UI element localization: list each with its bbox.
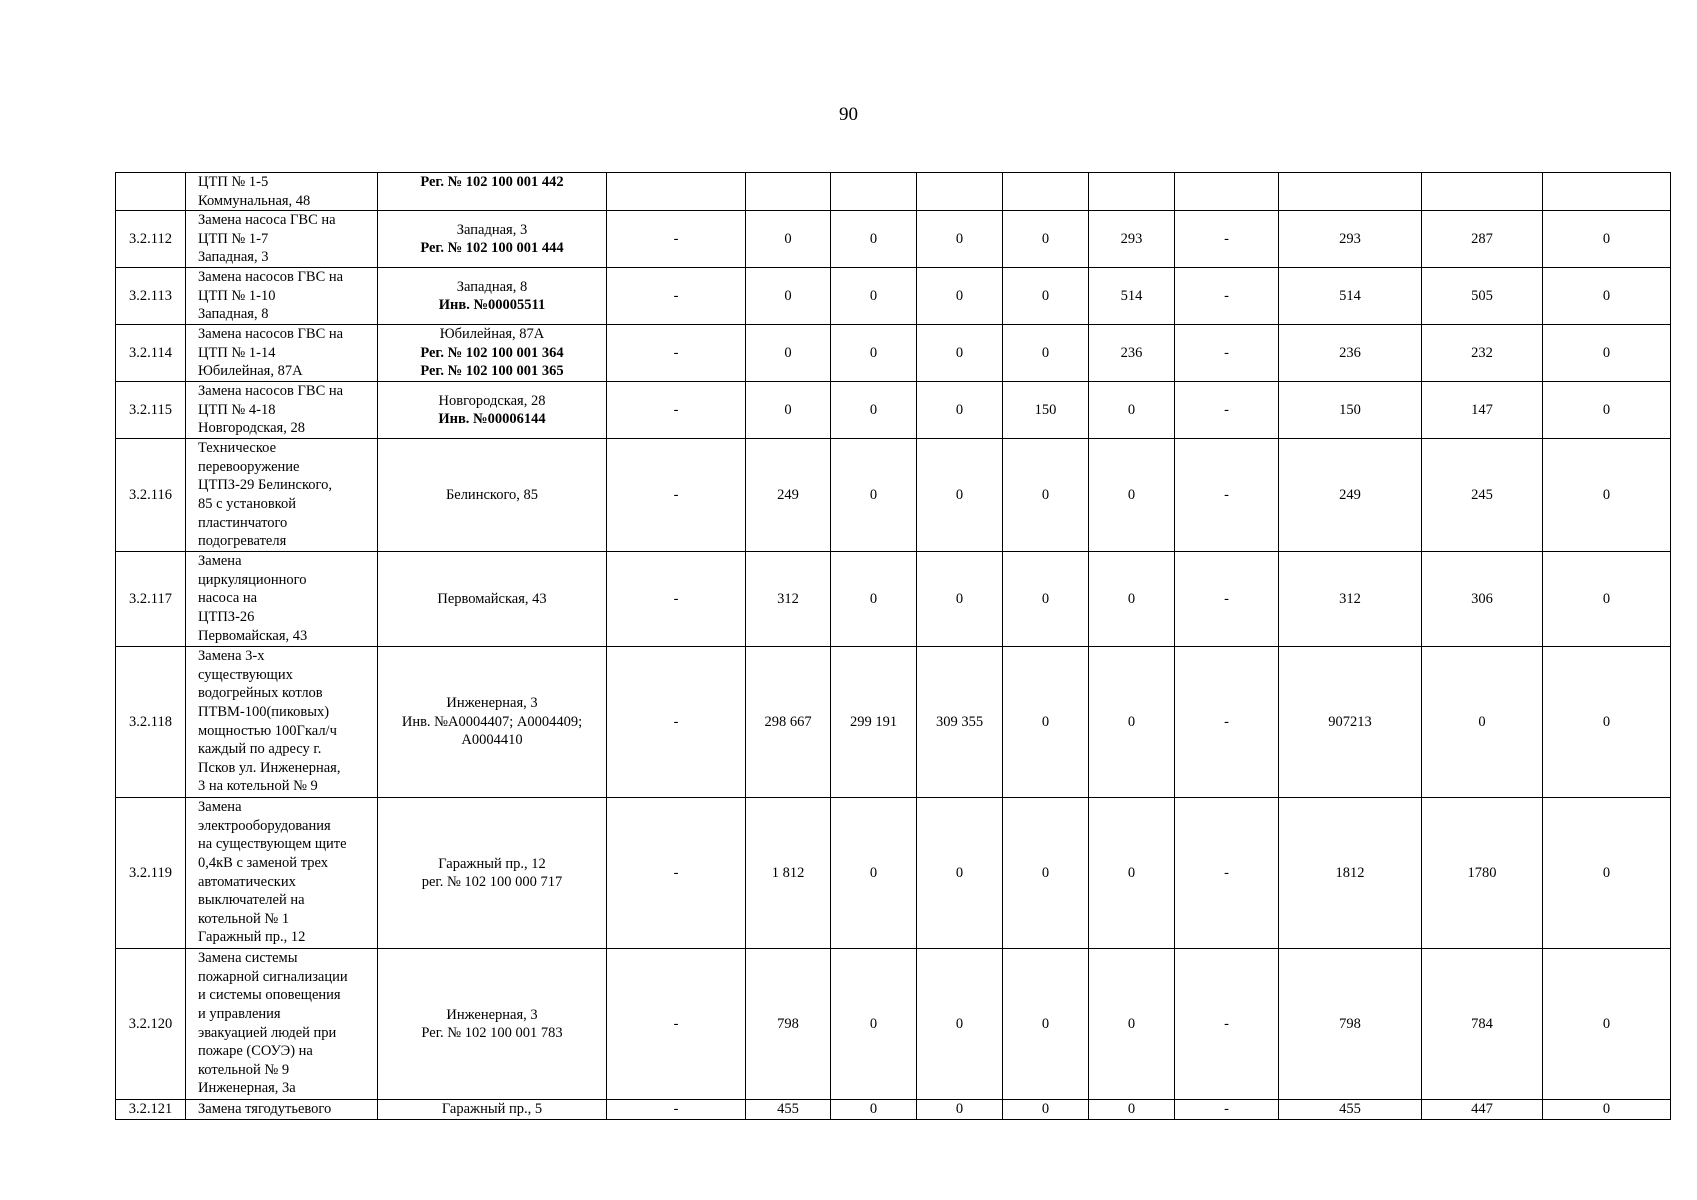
value-cell: 236 (1279, 325, 1422, 382)
item-description: Техническое перевооружение ЦТПЗ-29 Белинского, 85 с установкой пластинчатого подогревателя (186, 439, 378, 552)
value-cell: - (607, 382, 746, 439)
item-number: 3.2.115 (116, 382, 186, 439)
item-address (378, 647, 607, 798)
value-cell: 0 (1543, 949, 1671, 1100)
value-cell (917, 173, 1003, 211)
address-line: Рег. № 102 100 001 364 (420, 344, 564, 361)
value-cell: 309 355 (917, 647, 1003, 798)
value-cell: 1 812 (746, 798, 831, 949)
item-number: 3.2.118 (116, 647, 186, 798)
value-cell: 249 (1279, 439, 1422, 552)
item-number (116, 173, 186, 211)
table-row (116, 1100, 1671, 1120)
value-cell: 0 (1089, 647, 1175, 798)
table-row (116, 949, 1671, 1100)
value-cell: 0 (746, 325, 831, 382)
table-row (116, 325, 1671, 382)
value-cell: 236 (1089, 325, 1175, 382)
item-address (378, 1100, 607, 1120)
value-cell: 0 (746, 268, 831, 325)
value-cell: 0 (1003, 647, 1089, 798)
item-number: 3.2.113 (116, 268, 186, 325)
value-cell: 150 (1279, 382, 1422, 439)
value-cell: 0 (917, 798, 1003, 949)
value-cell: 245 (1422, 439, 1543, 552)
value-cell: 0 (746, 382, 831, 439)
value-cell: 0 (917, 325, 1003, 382)
value-cell: 0 (917, 211, 1003, 268)
table-row (116, 798, 1671, 949)
value-cell: - (1175, 647, 1279, 798)
address-line: Инв. №00005511 (438, 297, 546, 314)
value-cell: 1812 (1279, 798, 1422, 949)
value-cell: 249 (746, 439, 831, 552)
item-address (378, 211, 607, 268)
item-address (378, 382, 607, 439)
value-cell: 0 (1089, 798, 1175, 949)
item-address (378, 173, 607, 211)
value-cell: 784 (1422, 949, 1543, 1100)
value-cell: - (607, 552, 746, 647)
value-cell: 0 (1543, 647, 1671, 798)
page-number: 90 (839, 104, 858, 125)
value-cell: - (1175, 798, 1279, 949)
address-line: Инженерная, 3 (446, 695, 538, 712)
value-cell: 232 (1422, 325, 1543, 382)
value-cell: 312 (746, 552, 831, 647)
value-cell: 298 667 (746, 647, 831, 798)
address-line: Рег. № 102 100 001 783 (421, 1025, 563, 1042)
value-cell: 0 (1089, 439, 1175, 552)
table-row (116, 173, 1671, 211)
value-cell: 0 (1543, 439, 1671, 552)
address-line: Западная, 8 (456, 278, 528, 295)
value-cell: - (607, 647, 746, 798)
value-cell (831, 173, 917, 211)
value-cell: 0 (1003, 439, 1089, 552)
address-line: рег. № 102 100 000 717 (421, 874, 563, 891)
item-description: Замена насосов ГВС на ЦТП № 4-18 Новгородская, 28 (186, 382, 378, 439)
address-line: Инв. №А0004407; А0004409; (401, 713, 583, 730)
table-row (116, 647, 1671, 798)
address-line: Новгородская, 28 (438, 392, 546, 409)
item-number: 3.2.120 (116, 949, 186, 1100)
value-cell: 0 (831, 268, 917, 325)
address-line: Инженерная, 3 (446, 1006, 538, 1023)
value-cell: 0 (917, 552, 1003, 647)
address-line: Рег. № 102 100 001 444 (420, 240, 564, 257)
table-row (116, 382, 1671, 439)
value-cell: 0 (1422, 647, 1543, 798)
value-cell: 0 (917, 268, 1003, 325)
item-description: Замена насосов ГВС на ЦТП № 1-10 Западная, 8 (186, 268, 378, 325)
item-description: ЦТП № 1-5 Коммунальная, 48 (186, 173, 378, 211)
address-line: Первомайская, 43 (437, 590, 547, 607)
value-cell: - (1175, 1100, 1279, 1120)
value-cell: 0 (1089, 1100, 1175, 1120)
value-cell: - (607, 325, 746, 382)
value-cell: - (607, 949, 746, 1100)
value-cell: - (607, 1100, 746, 1120)
item-address (378, 552, 607, 647)
item-number: 3.2.117 (116, 552, 186, 647)
value-cell: 299 191 (831, 647, 917, 798)
item-description: Замена тягодутьевого (186, 1100, 378, 1120)
value-cell: 0 (1089, 949, 1175, 1100)
value-cell (1543, 173, 1671, 211)
item-number: 3.2.112 (116, 211, 186, 268)
value-cell: 0 (1003, 325, 1089, 382)
item-description: Замена насоса ГВС на ЦТП № 1-7 Западная, 3 (186, 211, 378, 268)
value-cell: 798 (1279, 949, 1422, 1100)
value-cell: 0 (1003, 798, 1089, 949)
value-cell: 0 (746, 211, 831, 268)
value-cell: 0 (1543, 552, 1671, 647)
value-cell (1422, 173, 1543, 211)
value-cell: 0 (1003, 1100, 1089, 1120)
value-cell: 0 (1543, 382, 1671, 439)
value-cell: 0 (831, 552, 917, 647)
value-cell: 0 (1003, 552, 1089, 647)
item-number: 3.2.116 (116, 439, 186, 552)
value-cell (1279, 173, 1422, 211)
value-cell: 306 (1422, 552, 1543, 647)
address-line: Гаражный пр., 12 (438, 855, 546, 872)
value-cell: 0 (831, 325, 917, 382)
value-cell: - (607, 798, 746, 949)
value-cell: 798 (746, 949, 831, 1100)
value-cell: 0 (1003, 949, 1089, 1100)
value-cell: 0 (917, 382, 1003, 439)
item-address (378, 439, 607, 552)
address-line: Западная, 3 (456, 221, 528, 238)
value-cell: 312 (1279, 552, 1422, 647)
address-line: Белинского, 85 (445, 486, 539, 503)
value-cell: 514 (1089, 268, 1175, 325)
value-cell (1089, 173, 1175, 211)
value-cell (1175, 173, 1279, 211)
item-address (378, 268, 607, 325)
value-cell: 287 (1422, 211, 1543, 268)
address-line: Юбилейная, 87А (439, 326, 545, 343)
item-description: Замена насосов ГВС на ЦТП № 1-14 Юбилейная, 87А (186, 325, 378, 382)
value-cell: 0 (831, 439, 917, 552)
value-cell: 0 (917, 439, 1003, 552)
value-cell: - (607, 211, 746, 268)
value-cell: 150 (1003, 382, 1089, 439)
value-cell: 0 (1543, 268, 1671, 325)
value-cell: 0 (917, 949, 1003, 1100)
value-cell: 0 (831, 382, 917, 439)
table-row (116, 268, 1671, 325)
value-cell: 147 (1422, 382, 1543, 439)
value-cell: 0 (1003, 211, 1089, 268)
value-cell: - (1175, 382, 1279, 439)
value-cell: 455 (746, 1100, 831, 1120)
value-cell: 293 (1279, 211, 1422, 268)
address-line: Рег. № 102 100 001 365 (420, 363, 564, 380)
value-cell: 0 (1089, 552, 1175, 647)
item-number: 3.2.121 (116, 1100, 186, 1120)
item-number: 3.2.119 (116, 798, 186, 949)
value-cell: 0 (831, 211, 917, 268)
value-cell: 0 (1003, 268, 1089, 325)
address-line: Гаражный пр., 5 (441, 1101, 543, 1118)
value-cell: 907213 (1279, 647, 1422, 798)
value-cell: 0 (917, 1100, 1003, 1120)
value-cell: 0 (1543, 325, 1671, 382)
value-cell: 505 (1422, 268, 1543, 325)
item-description: Замена циркуляционного насоса на ЦТПЗ-26 Первомайская, 43 (186, 552, 378, 647)
item-address (378, 798, 607, 949)
item-description: Замена электрооборудования на существующем щите 0,4кВ с заменой трех автоматических выключателей на котельной № 1 Гаражный пр., 12 (186, 798, 378, 949)
value-cell: 455 (1279, 1100, 1422, 1120)
value-cell: 0 (1543, 1100, 1671, 1120)
value-cell: - (1175, 949, 1279, 1100)
value-cell: 447 (1422, 1100, 1543, 1120)
value-cell: 0 (1543, 211, 1671, 268)
value-cell: 1780 (1422, 798, 1543, 949)
value-cell: - (1175, 211, 1279, 268)
value-cell: - (1175, 439, 1279, 552)
value-cell (607, 173, 746, 211)
value-cell: 0 (1543, 798, 1671, 949)
item-number: 3.2.114 (116, 325, 186, 382)
value-cell: - (1175, 552, 1279, 647)
investment-table (115, 172, 1671, 1120)
address-line: А0004410 (461, 732, 523, 749)
value-cell: - (607, 439, 746, 552)
value-cell: 0 (831, 1100, 917, 1120)
value-cell: - (607, 268, 746, 325)
table-row (116, 552, 1671, 647)
address-line: Рег. № 102 100 001 442 (420, 174, 564, 190)
item-description: Замена 3-х существующих водогрейных котлов ПТВМ-100(пиковых) мощностью 100Гкал/ч каждый по адресу г. Псков ул. Инженерная, 3 на котельной № 9 (186, 647, 378, 798)
value-cell (1003, 173, 1089, 211)
value-cell: - (1175, 325, 1279, 382)
item-description: Замена системы пожарной сигнализации и системы оповещения и управления эвакуацией людей при пожаре (СОУЭ) на котельной № 9 Инженерная, 3а (186, 949, 378, 1100)
item-address (378, 325, 607, 382)
value-cell: - (1175, 268, 1279, 325)
address-line: Инв. №00006144 (438, 411, 546, 428)
value-cell (746, 173, 831, 211)
value-cell: 514 (1279, 268, 1422, 325)
value-cell: 0 (831, 949, 917, 1100)
value-cell: 293 (1089, 211, 1175, 268)
table-row (116, 211, 1671, 268)
value-cell: 0 (1089, 382, 1175, 439)
item-address (378, 949, 607, 1100)
value-cell: 0 (831, 798, 917, 949)
table-row (116, 439, 1671, 552)
